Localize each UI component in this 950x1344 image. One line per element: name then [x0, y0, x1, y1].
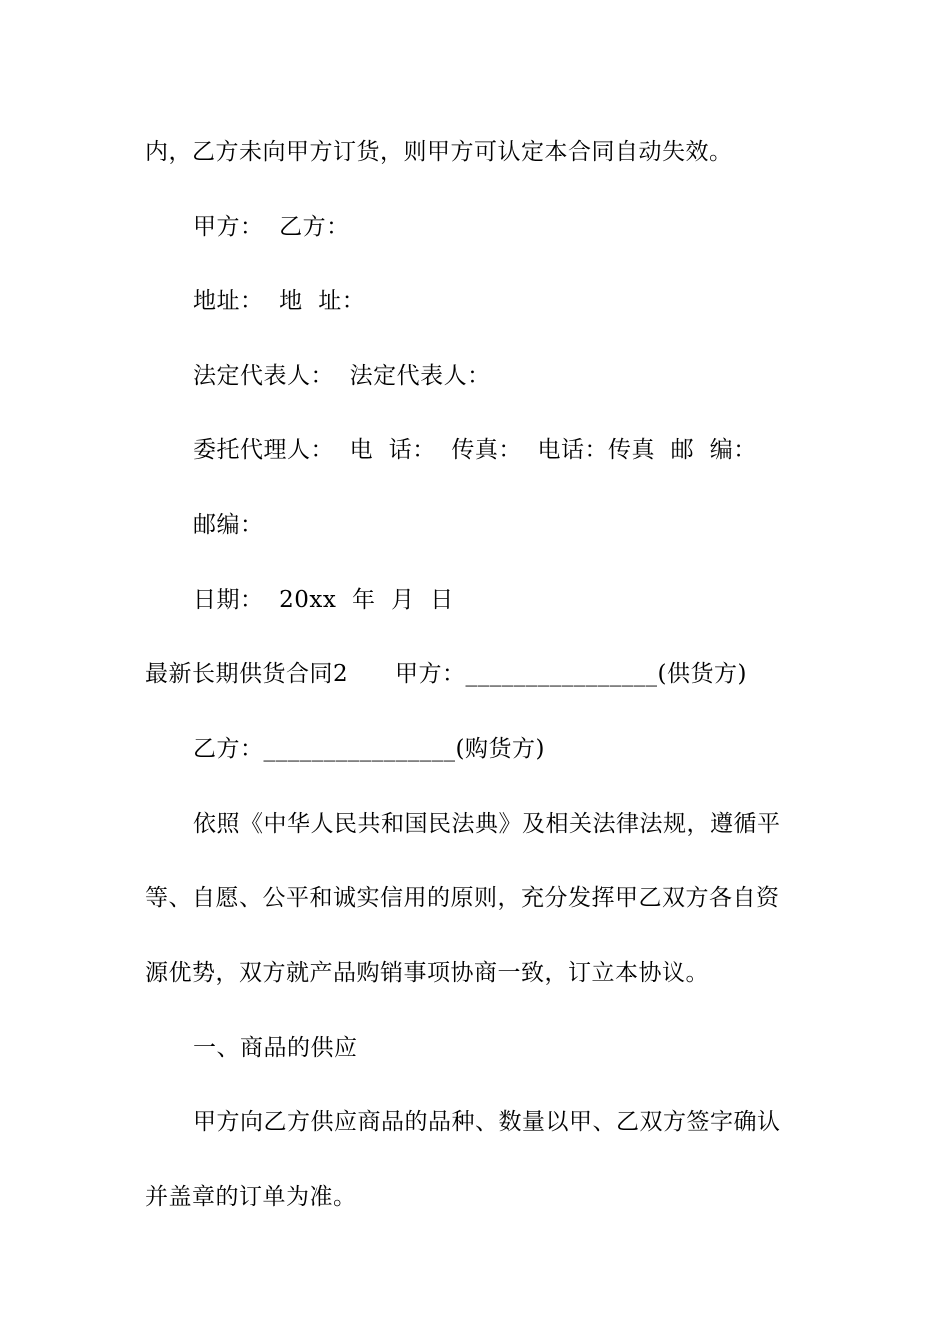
clause-line-2: 并盖章的订单为准。 [145, 1184, 357, 1210]
section-heading: 一、商品的供应 [193, 1035, 358, 1061]
party-labels: 甲方： 乙方： [193, 214, 350, 240]
postcode-label: 邮编： [193, 512, 264, 538]
preamble-line-1: 依照《中华人民共和国民法典》及相关法律法规，遵循平 [193, 811, 781, 837]
agent-contact-labels: 委托代理人： 电 话： 传真： 电话：传真 邮 编： [193, 437, 757, 463]
preamble-line-2: 等、自愿、公平和诚实信用的原则，充分发挥甲乙双方各自资 [145, 885, 780, 911]
legal-representative-labels: 法定代表人： 法定代表人： [193, 363, 491, 389]
clause-line-1: 甲方向乙方供应商品的品种、数量以甲、乙双方签字确认 [193, 1109, 781, 1135]
date-line: 日期： 20xx 年 月 日 [193, 587, 454, 613]
paragraph-continuation: 内，乙方未向甲方订货，则甲方可认定本合同自动失效。 [145, 139, 733, 165]
party-b-line: 乙方：________________(购货方) [193, 736, 545, 762]
preamble-line-3: 源优势，双方就产品购销事项协商一致，订立本协议。 [145, 960, 709, 986]
address-labels: 地址： 地 址： [193, 288, 366, 314]
contract-title-line: 最新长期供货合同2 甲方：________________(供货方) [145, 661, 747, 687]
